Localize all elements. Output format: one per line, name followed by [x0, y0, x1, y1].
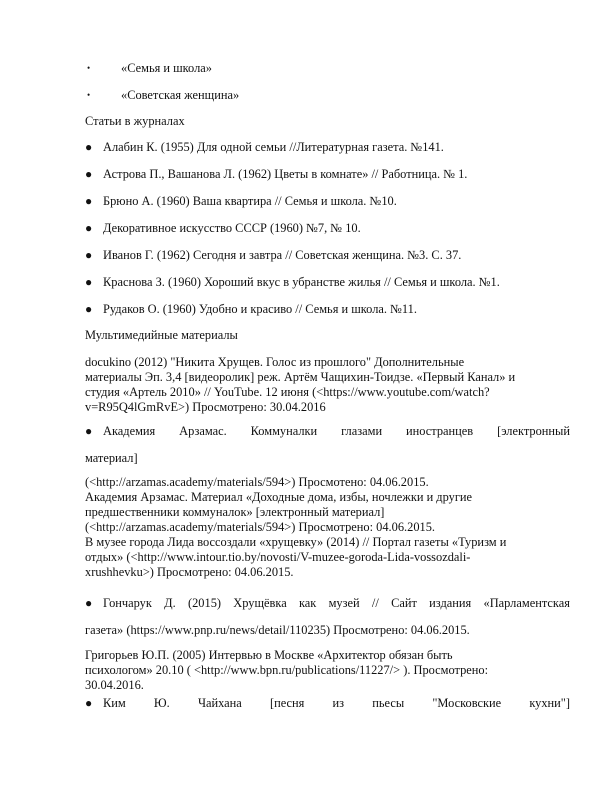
- reference-line: материал]: [85, 451, 138, 465]
- reference-line: docukino (2012) "Никита Хрущев. Голос из прошлого" Дополнительные: [85, 355, 465, 369]
- bullet-icon: ●: [85, 596, 93, 610]
- reference-entry: [85, 648, 585, 693]
- list-item: Краснова З. (1960) Хороший вкус в убранстве жилья // Семья и школа. №1.: [103, 275, 500, 289]
- word: издания: [429, 596, 472, 610]
- word: из: [332, 696, 345, 710]
- section-heading: Статьи в журналах: [85, 114, 185, 128]
- word: (2015): [187, 596, 222, 610]
- word: Чайхана: [197, 696, 242, 710]
- word: [песня: [269, 696, 305, 710]
- reference-line: психологом» 20.10 ( <http://www.bpn.ru/publications/11227/> ). Просмотрено:: [85, 663, 489, 677]
- reference-justified-line: [103, 596, 570, 611]
- bullet-icon: ●: [85, 248, 93, 262]
- bullet-icon: ●: [85, 275, 93, 289]
- bullet-icon: ●: [85, 194, 93, 208]
- word: Арзамас.: [179, 424, 227, 438]
- word: Академия: [103, 424, 156, 438]
- list-item: Рудаков О. (1960) Удобно и красиво // Семья и школа. №11.: [103, 302, 417, 316]
- reference-line: (<http://arzamas.academy/materials/594>) Просмотрено: 04.06.2015.: [85, 520, 436, 534]
- word: Хрущёвка: [233, 596, 287, 610]
- section-heading: Мультимедийные материалы: [85, 328, 238, 342]
- reference-justified-line: [103, 424, 570, 439]
- list-item: Иванов Г. (1962) Сегодня и завтра // Советская женщина. №3. С. 37.: [103, 248, 462, 262]
- word: Ю.: [153, 696, 170, 710]
- list-item: «Советская женщина»: [121, 88, 240, 102]
- reference-line: предшественники коммуналок» [электронный материал]: [85, 505, 385, 519]
- list-item: Декоративное искусство СССР (1960) №7, № 10.: [103, 221, 361, 235]
- reference-line: отдых» (<http://www.intour.tio.by/novosti/V-muzee-goroda-Lida-vossozdali-: [85, 550, 471, 564]
- word: [электронный: [497, 424, 570, 438]
- bullet-icon: •: [87, 90, 91, 100]
- word: глазами: [341, 424, 383, 438]
- word: Гончарук: [103, 596, 152, 610]
- bullet-icon: ●: [85, 302, 93, 316]
- word: //: [371, 596, 379, 610]
- bullet-icon: ●: [85, 140, 93, 154]
- reference-entry: [85, 475, 585, 580]
- word: Коммуналки: [250, 424, 318, 438]
- list-item: Астрова П., Вашанова Л. (1962) Цветы в комнате» // Работница. № 1.: [103, 167, 468, 181]
- word: как: [298, 596, 317, 610]
- reference-line: студия «Артель 2010» // YouTube. 12 июня (<https://www.youtube.com/watch?: [85, 385, 490, 399]
- word: кухни"]: [529, 696, 570, 710]
- list-item: Брюно А. (1960) Ваша квартира // Семья и школа. №10.: [103, 194, 397, 208]
- reference-line: Григорьев Ю.П. (2005) Интервью в Москве «Архитектор обязан быть: [85, 648, 453, 662]
- word: Д.: [164, 596, 176, 610]
- word: иностранцев: [406, 424, 474, 438]
- bullet-icon: •: [87, 63, 91, 73]
- bullet-icon: ●: [85, 167, 93, 181]
- reference-line: xrushhevku>) Просмотрено: 04.06.2015.: [85, 565, 294, 579]
- reference-justified-line: [103, 696, 570, 711]
- reference-line: 30.04.2016.: [85, 678, 144, 692]
- word: музей: [328, 596, 360, 610]
- bullet-icon: ●: [85, 696, 93, 710]
- reference-line: В музее города Лида воссоздали «хрущевку» (2014) // Портал газеты «Туризм и: [85, 535, 507, 549]
- word: Ким: [103, 696, 126, 710]
- word: пьесы: [372, 696, 405, 710]
- reference-line: v=R95Q4lGmRvE>) Просмотрено: 30.04.2016: [85, 400, 326, 414]
- reference-line: (<http://arzamas.academy/materials/594>) Просмотено: 04.06.2015.: [85, 475, 429, 489]
- list-item: «Семья и школа»: [121, 61, 212, 75]
- reference-line: материалы Эп. 3,4 [видеоролик] реж. Артём Чащихин-Тоидзе. «Первый Канал» и: [85, 370, 516, 384]
- reference-entry: [85, 355, 585, 415]
- bullet-icon: ●: [85, 221, 93, 235]
- word: "Московские: [432, 696, 502, 710]
- word: Сайт: [391, 596, 417, 610]
- bullet-icon: ●: [85, 424, 93, 438]
- list-item: Алабин К. (1955) Для одной семьи //Литературная газета. №141.: [103, 140, 444, 154]
- word: «Парламентская: [483, 596, 570, 610]
- reference-line: Академия Арзамас. Материал «Доходные дома, избы, ночлежки и другие: [85, 490, 473, 504]
- reference-line: газета» (https://www.pnp.ru/news/detail/110235) Просмотрено: 04.06.2015.: [85, 623, 470, 637]
